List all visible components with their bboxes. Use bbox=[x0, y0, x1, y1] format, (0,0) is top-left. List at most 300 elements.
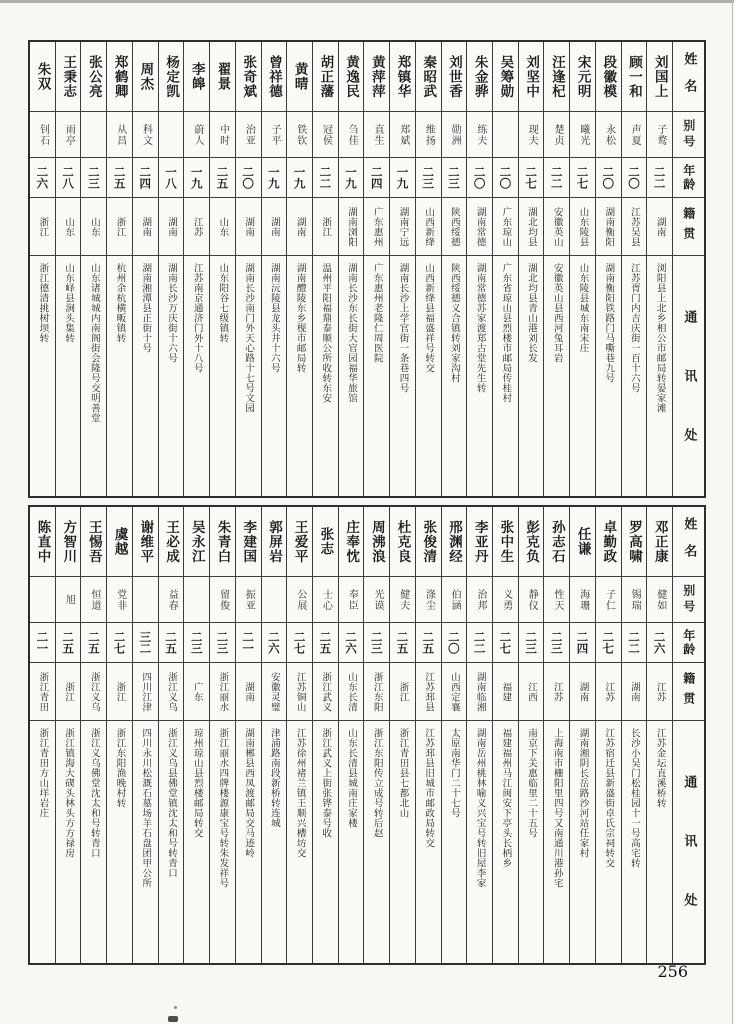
person-alias: 健夫 bbox=[390, 577, 415, 623]
person-age: 二五 bbox=[390, 623, 415, 663]
person-alias: 奉臣 bbox=[339, 577, 364, 623]
person-address: 湖南长沙万庆街十六号 bbox=[165, 263, 177, 363]
person-name: 王爱平 bbox=[287, 507, 312, 577]
person-alias: 恒道 bbox=[81, 577, 106, 623]
person-address: 湖南长沙南门外天心路十七号文园 bbox=[243, 263, 255, 413]
person-age: 二三 bbox=[184, 623, 209, 663]
person-origin: 福建 bbox=[493, 663, 518, 721]
person-age: 二八 bbox=[56, 158, 81, 198]
person-address: 琼州琼山县烈楼邮局转交 bbox=[191, 728, 203, 838]
person-origin: 湖南衡阳 bbox=[596, 198, 621, 256]
person-column bbox=[286, 42, 312, 496]
person-column bbox=[132, 42, 158, 496]
person-alias: 维扬 bbox=[416, 112, 441, 158]
person-address: 江苏宿迁县新盛街卓氏宗祠转交 bbox=[603, 728, 615, 868]
person-age: 一八 bbox=[159, 158, 184, 198]
header-name: 姓名 bbox=[673, 42, 704, 112]
person-column bbox=[569, 42, 595, 496]
person-alias: 海珊 bbox=[570, 577, 595, 623]
person-address: 浙江德清挑树坝转 bbox=[37, 263, 49, 343]
person-age: 二五 bbox=[210, 158, 235, 198]
person-origin: 浙江武义 bbox=[313, 663, 338, 721]
person-age: 二三 bbox=[442, 158, 467, 198]
header-column bbox=[672, 507, 704, 963]
person-column bbox=[389, 42, 415, 496]
person-column bbox=[209, 42, 235, 496]
person-address: 南京下关惠临里二十五号 bbox=[526, 728, 538, 838]
person-name: 朱双 bbox=[30, 42, 55, 112]
person-origin: 湖南浏阳 bbox=[339, 198, 364, 256]
person-alias: 治邦 bbox=[467, 577, 492, 623]
person-alias: 蔚人 bbox=[184, 112, 209, 158]
directory-table-bottom bbox=[28, 505, 706, 965]
person-origin: 江西 bbox=[519, 663, 544, 721]
person-column bbox=[492, 42, 518, 496]
person-name: 段徽模 bbox=[596, 42, 621, 112]
person-origin: 湖南常德 bbox=[467, 198, 492, 256]
person-address: 津浦路南段新桥转连城 bbox=[268, 728, 280, 828]
person-name: 张奇斌 bbox=[236, 42, 261, 112]
person-origin: 广东惠州 bbox=[364, 198, 389, 256]
person-alias: 旭 bbox=[56, 577, 81, 623]
person-age: 二五 bbox=[107, 158, 132, 198]
person-address: 湖北均县青山港刘长发 bbox=[526, 263, 538, 363]
scan-edge-artifact bbox=[0, 0, 734, 3]
person-column bbox=[338, 42, 364, 496]
person-alias bbox=[81, 112, 106, 158]
person-address: 湖南长沙东长街大官园福华旅馆 bbox=[346, 263, 357, 403]
person-column bbox=[621, 507, 647, 963]
person-alias: 雨亭 bbox=[56, 112, 81, 158]
person-age: 二〇 bbox=[622, 158, 647, 198]
person-column bbox=[106, 42, 132, 496]
person-address: 浙江东阳渔晚村转 bbox=[114, 728, 126, 808]
person-age: 二五 bbox=[81, 623, 106, 663]
person-column bbox=[543, 42, 569, 496]
person-address: 浙江丽水四牌楼源康宝号转朱发祥号 bbox=[217, 728, 229, 888]
person-address: 浙江武义上街张铧泰号收 bbox=[320, 728, 332, 838]
person-alias: 锡瑞 bbox=[622, 577, 647, 623]
person-name: 黄萍萍 bbox=[364, 42, 389, 112]
header-age: 年龄 bbox=[673, 623, 704, 663]
person-name: 顾一和 bbox=[622, 42, 647, 112]
person-address: 长沙小吴门松桂园十一号高宅转 bbox=[628, 728, 640, 868]
person-age: 二三 bbox=[519, 623, 544, 663]
person-column bbox=[466, 507, 492, 963]
person-name: 李建国 bbox=[236, 507, 261, 577]
header-address: 通讯处 bbox=[681, 775, 697, 952]
person-origin: 江苏吴县 bbox=[622, 198, 647, 256]
person-alias: 曦光 bbox=[570, 112, 595, 158]
ink-speck bbox=[174, 1006, 177, 1009]
person-name: 谢维平 bbox=[133, 507, 158, 577]
person-alias: 益春 bbox=[159, 577, 184, 623]
person-alias: 中时 bbox=[210, 112, 235, 158]
person-name: 杜克良 bbox=[390, 507, 415, 577]
person-origin: 四川江津 bbox=[133, 663, 158, 721]
person-address: 山东诸城城内南阁街会隆号交明善堂 bbox=[88, 263, 100, 423]
person-name: 卓勤政 bbox=[596, 507, 621, 577]
person-origin: 山东长清 bbox=[339, 663, 364, 721]
person-address: 山东阳谷七级镇转 bbox=[217, 263, 229, 343]
person-origin: 浙江 bbox=[390, 663, 415, 721]
person-name: 郑鹤卿 bbox=[107, 42, 132, 112]
person-alias: 健如 bbox=[647, 577, 672, 623]
header-age: 年龄 bbox=[673, 158, 704, 198]
person-alias: 钊石 bbox=[30, 112, 55, 158]
person-alias: 铁钦 bbox=[287, 112, 312, 158]
person-alias: 义勇 bbox=[493, 577, 518, 623]
person-address: 湖南湘阴长岳路沙河站任家村 bbox=[577, 728, 589, 858]
person-age: 二七 bbox=[596, 623, 621, 663]
person-column bbox=[621, 42, 647, 496]
person-alias: 楚贞 bbox=[544, 112, 569, 158]
person-name: 郭屏岩 bbox=[262, 507, 287, 577]
person-address: 山东陵县城东南宋庄 bbox=[577, 263, 589, 353]
person-alias: 从昌 bbox=[107, 112, 132, 158]
person-origin: 浙江青田 bbox=[30, 663, 55, 721]
person-origin: 广东琼山 bbox=[493, 198, 518, 256]
person-address: 湖南沅陵县龙头井十六号 bbox=[268, 263, 280, 373]
person-alias: 科文 bbox=[133, 112, 158, 158]
header-origin: 籍贯 bbox=[673, 663, 704, 721]
person-name: 张俊清 bbox=[416, 507, 441, 577]
person-address: 湖南衡阳铁路门马嘶巷九号 bbox=[603, 263, 615, 383]
person-address: 江苏邳县旧城市邮政局转交 bbox=[423, 728, 435, 848]
person-name: 宋元明 bbox=[570, 42, 595, 112]
person-column bbox=[543, 507, 569, 963]
person-name: 刘国上 bbox=[647, 42, 672, 112]
page-number: 256 bbox=[657, 962, 688, 981]
person-alias: 党非 bbox=[107, 577, 132, 623]
person-origin: 江苏 bbox=[647, 663, 672, 721]
person-origin: 山西定襄 bbox=[442, 663, 467, 721]
person-address: 浙江义乌佛堂沈太和号转青口 bbox=[88, 728, 100, 858]
person-age: 二四 bbox=[570, 623, 595, 663]
person-alias: 现夫 bbox=[519, 112, 544, 158]
directory-table-top bbox=[28, 40, 706, 498]
person-column bbox=[55, 42, 81, 496]
person-name: 彭克负 bbox=[519, 507, 544, 577]
person-alias: 声夏 bbox=[622, 112, 647, 158]
person-age: 二一 bbox=[30, 623, 55, 663]
person-origin: 广东 bbox=[184, 663, 209, 721]
person-address: 湖南岳州桃林喻义兴宝号转旧屋李家 bbox=[474, 728, 486, 888]
person-alias: 静仪 bbox=[519, 577, 544, 623]
person-name: 方智川 bbox=[56, 507, 81, 577]
person-name: 李亚丹 bbox=[467, 507, 492, 577]
header-address: 通讯处 bbox=[681, 310, 697, 487]
person-age: 二七 bbox=[570, 158, 595, 198]
person-age: 二六 bbox=[30, 158, 55, 198]
person-column bbox=[518, 507, 544, 963]
directory-sheet bbox=[28, 40, 706, 965]
person-age: 一九 bbox=[390, 158, 415, 198]
person-address: 湖南常德苏家渡郑古堂先生转 bbox=[474, 263, 486, 393]
person-address: 浙江青田县七都北山 bbox=[397, 728, 409, 818]
person-alias bbox=[133, 577, 158, 623]
person-age: 二二 bbox=[467, 623, 492, 663]
person-address: 山东长清县城南庄家楼 bbox=[346, 728, 357, 828]
person-column bbox=[363, 42, 389, 496]
person-age: 一九 bbox=[262, 158, 287, 198]
person-origin: 浙江 bbox=[107, 663, 132, 721]
person-origin: 湖南 bbox=[287, 198, 312, 256]
person-address: 山东峄县涧头集转 bbox=[63, 263, 75, 343]
person-name: 庄奉忱 bbox=[339, 507, 364, 577]
person-alias bbox=[159, 112, 184, 158]
person-column bbox=[235, 507, 261, 963]
person-alias: 伯涵 bbox=[442, 577, 467, 623]
person-name: 胡正藩 bbox=[313, 42, 338, 112]
person-address: 浙江镇海大碶头林头方方禄房 bbox=[63, 728, 75, 858]
person-age: 二〇 bbox=[493, 158, 518, 198]
person-address: 杭州余杭横畈镇转 bbox=[114, 263, 126, 343]
person-address: 浏阳县上北乡相公市邮局转晏家滩 bbox=[654, 263, 666, 413]
person-name: 吴筹勋 bbox=[493, 42, 518, 112]
person-address: 太原南华门二十七号 bbox=[448, 728, 460, 818]
person-column bbox=[312, 42, 338, 496]
person-name: 王秉志 bbox=[56, 42, 81, 112]
person-origin: 山东陵县 bbox=[570, 198, 595, 256]
person-origin: 湖南 bbox=[236, 663, 261, 721]
header-origin: 籍贯 bbox=[673, 198, 704, 256]
person-column bbox=[235, 42, 261, 496]
person-age: 二五 bbox=[56, 623, 81, 663]
person-name: 周杰 bbox=[133, 42, 158, 112]
person-address: 浙江青田方山垟岩庄 bbox=[37, 728, 49, 818]
person-alias: 练夫 bbox=[467, 112, 492, 158]
person-address: 福建福州马江闽安下亭头长柄乡 bbox=[500, 728, 512, 868]
person-address: 浙江东阳传立成号转后赵 bbox=[371, 728, 383, 838]
person-age: 二七 bbox=[519, 158, 544, 198]
person-age: 二〇 bbox=[467, 158, 492, 198]
person-column bbox=[415, 507, 441, 963]
person-name: 杨定凯 bbox=[159, 42, 184, 112]
person-age: 二二 bbox=[622, 623, 647, 663]
header-column bbox=[672, 42, 704, 496]
person-origin: 浙江 bbox=[30, 198, 55, 256]
person-name: 周沸浪 bbox=[364, 507, 389, 577]
person-address: 山西新绛县福盛祥号转交 bbox=[423, 263, 435, 373]
person-name: 刘世香 bbox=[442, 42, 467, 112]
person-column bbox=[209, 507, 235, 963]
person-alias: 刍佳 bbox=[339, 112, 364, 158]
person-origin: 湖南 bbox=[622, 663, 647, 721]
person-name: 张志 bbox=[313, 507, 338, 577]
person-origin: 湖北均县 bbox=[519, 198, 544, 256]
person-address: 湖南长沙上学官街一条巷四号 bbox=[397, 263, 409, 393]
person-age: 一九 bbox=[339, 158, 364, 198]
person-address: 湖南醴陵东乡枧市邮局转 bbox=[294, 263, 306, 373]
person-name: 任谦 bbox=[570, 507, 595, 577]
person-address: 安徽英山县西河兔耳岩 bbox=[551, 263, 563, 363]
person-column bbox=[183, 507, 209, 963]
person-origin: 浙江 bbox=[107, 198, 132, 256]
person-name: 秦昭武 bbox=[416, 42, 441, 112]
person-address: 江苏胥门内吉庆街一百十六号 bbox=[628, 263, 640, 393]
person-name: 刘坚中 bbox=[519, 42, 544, 112]
person-alias: 永松 bbox=[596, 112, 621, 158]
person-column bbox=[518, 42, 544, 496]
person-age: 二〇 bbox=[442, 623, 467, 663]
person-address: 浙江义乌县佛堂镇沈太和号转青口 bbox=[165, 728, 177, 878]
person-column bbox=[30, 42, 55, 496]
person-origin: 湖南 bbox=[570, 663, 595, 721]
person-name: 邓正康 bbox=[647, 507, 672, 577]
person-origin: 江苏 bbox=[184, 198, 209, 256]
person-age: 二三 bbox=[210, 623, 235, 663]
person-alias bbox=[184, 577, 209, 623]
person-origin: 浙江义乌 bbox=[159, 663, 184, 721]
person-origin: 湖南 bbox=[159, 198, 184, 256]
person-origin: 浙江东阳 bbox=[364, 663, 389, 721]
person-origin: 江苏铜山 bbox=[287, 663, 312, 721]
person-origin: 安徽灵璧 bbox=[262, 663, 287, 721]
person-column bbox=[441, 507, 467, 963]
person-alias: 性天 bbox=[544, 577, 569, 623]
person-alias: 冠侯 bbox=[313, 112, 338, 158]
person-column bbox=[30, 507, 55, 963]
person-age: 二三 bbox=[544, 623, 569, 663]
person-column bbox=[106, 507, 132, 963]
person-column bbox=[55, 507, 81, 963]
header-alias: 别号 bbox=[673, 577, 704, 623]
person-origin: 山东 bbox=[81, 198, 106, 256]
person-age: 二五 bbox=[159, 623, 184, 663]
person-origin: 湖南 bbox=[262, 198, 287, 256]
person-column bbox=[466, 42, 492, 496]
person-name: 虞越 bbox=[107, 507, 132, 577]
header-alias: 别号 bbox=[673, 112, 704, 158]
person-age: 二五 bbox=[416, 623, 441, 663]
person-origin: 山东 bbox=[210, 198, 235, 256]
person-name: 王必成 bbox=[159, 507, 184, 577]
person-age: 二〇 bbox=[596, 158, 621, 198]
person-name: 黄逸民 bbox=[339, 42, 364, 112]
person-age: 二二 bbox=[647, 158, 672, 198]
header-name: 姓名 bbox=[673, 507, 704, 577]
person-column bbox=[389, 507, 415, 963]
person-name: 张公亮 bbox=[81, 42, 106, 112]
person-column bbox=[261, 507, 287, 963]
person-origin: 湖南 bbox=[647, 198, 672, 256]
person-column bbox=[595, 42, 621, 496]
person-alias: 治亚 bbox=[236, 112, 261, 158]
person-name: 朱青白 bbox=[210, 507, 235, 577]
person-column bbox=[646, 42, 672, 496]
person-origin: 山西新绛 bbox=[416, 198, 441, 256]
person-age: 二二 bbox=[544, 158, 569, 198]
person-address: 陕西绥德义合镇转刘家沟村 bbox=[448, 263, 460, 383]
person-age: 一九 bbox=[287, 158, 312, 198]
person-alias: 子平 bbox=[262, 112, 287, 158]
person-column bbox=[415, 42, 441, 496]
person-age: 一九 bbox=[184, 158, 209, 198]
person-origin: 浙江 bbox=[56, 663, 81, 721]
person-address: 温州平阳福鼎泰顺公所收转东安 bbox=[320, 263, 332, 403]
person-age: 二七 bbox=[287, 623, 312, 663]
person-alias: 光谟 bbox=[364, 577, 389, 623]
person-alias: 勋洲 bbox=[442, 112, 467, 158]
person-origin: 浙江 bbox=[313, 198, 338, 256]
person-origin: 江苏 bbox=[544, 663, 569, 721]
person-origin: 山东 bbox=[56, 198, 81, 256]
person-age: 二七 bbox=[493, 623, 518, 663]
person-column bbox=[312, 507, 338, 963]
person-age: 三二 bbox=[133, 623, 158, 663]
person-origin: 江苏邳县 bbox=[416, 663, 441, 721]
person-column bbox=[183, 42, 209, 496]
person-name: 罗高啸 bbox=[622, 507, 647, 577]
person-alias bbox=[262, 577, 287, 623]
person-alias: 子仁 bbox=[596, 577, 621, 623]
person-alias: 公展 bbox=[287, 577, 312, 623]
person-alias: 直生 bbox=[364, 112, 389, 158]
person-age: 二〇 bbox=[236, 158, 261, 198]
person-column bbox=[595, 507, 621, 963]
person-address: 四川永川松溉石墓场羊石盘团甲公所 bbox=[140, 728, 152, 888]
person-name: 陈直中 bbox=[30, 507, 55, 577]
person-age: 二四 bbox=[133, 158, 158, 198]
scan-edge-artifact bbox=[732, 0, 733, 1024]
person-address: 江苏南京通济门外十八号 bbox=[191, 263, 203, 373]
person-name: 汪逢杞 bbox=[544, 42, 569, 112]
person-origin: 浙江义乌 bbox=[81, 663, 106, 721]
person-alias: 士心 bbox=[313, 577, 338, 623]
person-address: 江苏金坛直溪桥转 bbox=[654, 728, 666, 808]
person-origin: 江苏 bbox=[596, 663, 621, 721]
person-age: 二三 bbox=[81, 158, 106, 198]
person-origin: 湖南 bbox=[133, 198, 158, 256]
ink-stain bbox=[168, 1016, 178, 1022]
person-name: 张中生 bbox=[493, 507, 518, 577]
person-name: 曾祥德 bbox=[262, 42, 287, 112]
person-name: 王惕吾 bbox=[81, 507, 106, 577]
person-age: 二六 bbox=[262, 623, 287, 663]
person-age: 二三 bbox=[364, 623, 389, 663]
person-alias bbox=[493, 112, 518, 158]
person-origin: 湖南临湘 bbox=[467, 663, 492, 721]
person-alias: 涤尘 bbox=[416, 577, 441, 623]
person-origin: 陕西绥德 bbox=[442, 198, 467, 256]
person-alias: 振亚 bbox=[236, 577, 261, 623]
person-column bbox=[261, 42, 287, 496]
person-address: 广东惠州老隆仁周医院 bbox=[371, 263, 383, 363]
person-column bbox=[492, 507, 518, 963]
person-alias: 子鹜 bbox=[647, 112, 672, 158]
person-address: 上海南市栅阳里四号又南通川港孙宅 bbox=[551, 728, 563, 888]
person-name: 邢渊经 bbox=[442, 507, 467, 577]
person-column bbox=[80, 42, 106, 496]
person-column bbox=[80, 507, 106, 963]
person-address: 湖南郴县西凤渡邮局交马迹岭 bbox=[243, 728, 255, 858]
person-age: 二五 bbox=[313, 623, 338, 663]
person-alias: 郑斌 bbox=[390, 112, 415, 158]
person-column bbox=[441, 42, 467, 496]
person-age: 二七 bbox=[107, 623, 132, 663]
person-name: 孙志石 bbox=[544, 507, 569, 577]
person-origin: 湖南 bbox=[236, 198, 261, 256]
person-column bbox=[158, 42, 184, 496]
person-age: 二一 bbox=[236, 623, 261, 663]
person-column bbox=[646, 507, 672, 963]
person-name: 吴永江 bbox=[184, 507, 209, 577]
person-age: 二四 bbox=[364, 158, 389, 198]
person-address: 江苏徐州褚兰镇王顺兴槽坊交 bbox=[294, 728, 306, 858]
person-age: 二三 bbox=[416, 158, 441, 198]
person-age: 二六 bbox=[647, 623, 672, 663]
